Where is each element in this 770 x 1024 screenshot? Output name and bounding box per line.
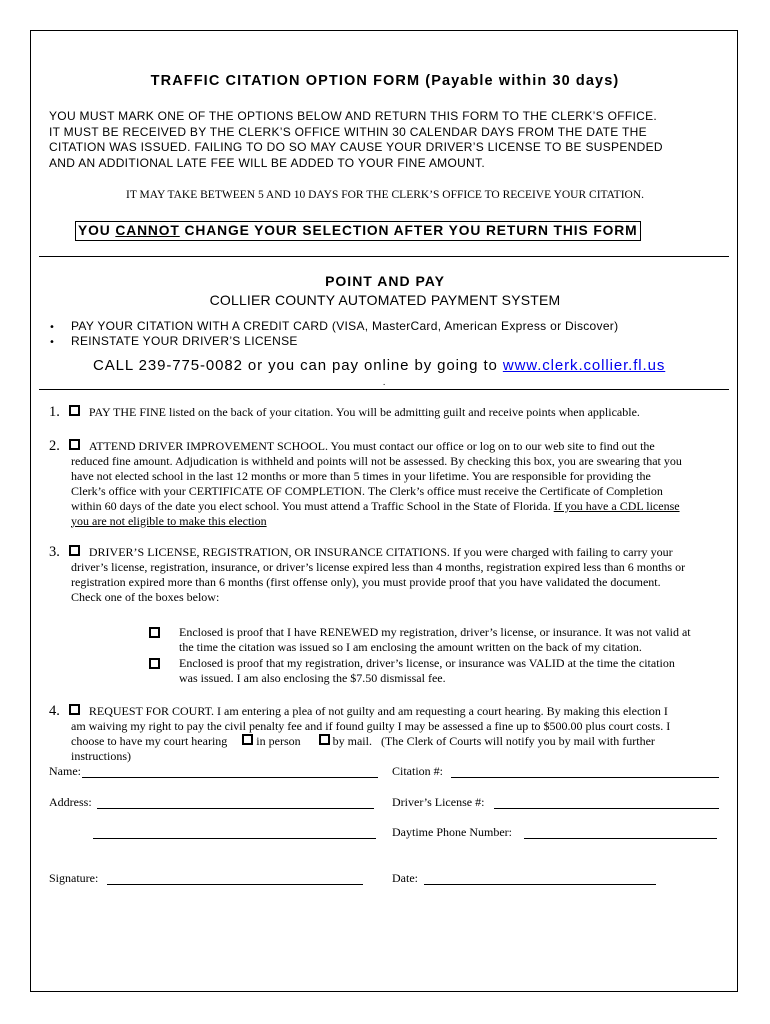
in-person-checkbox[interactable] <box>242 734 253 745</box>
date-label: Date: <box>392 871 418 885</box>
call-line: CALL 239-775-0082 or you can pay online by going to www.clerk.collier.fl.us <box>93 357 666 374</box>
option-2-checkbox[interactable] <box>69 439 80 450</box>
option-3b: Enclosed is proof that my registration, driver’s license, or insurance was VALID at the time the citation was issued. I am also enclosing the $7.50 dismissal fee. <box>149 656 675 686</box>
cdl-notice: you are not eligible to make this election <box>71 513 267 528</box>
citation-label: Citation #: <box>392 764 443 778</box>
drivers-license-field[interactable] <box>494 808 719 809</box>
option-number: 4. <box>49 703 60 719</box>
option-3a: Enclosed is proof that I have RENEWED my registration, driver’s license, or insurance. It was not valid at the time the citation was issued so I am enclosing the amount written on the back of my citation. <box>149 625 691 655</box>
point-and-pay-heading: POINT AND PAY <box>325 273 445 289</box>
warning-post: CHANGE YOUR SELECTION AFTER YOU RETURN THIS FORM <box>179 223 638 238</box>
by-mail-checkbox[interactable] <box>319 734 330 745</box>
bullet-item: • REINSTATE YOUR DRIVER’S LICENSE <box>49 334 298 348</box>
address-field-line-2[interactable] <box>93 838 376 839</box>
name-label: Name: <box>49 764 81 778</box>
bullet-item: • PAY YOUR CITATION WITH A CREDIT CARD (VISA, MasterCard, American Express or Discover) <box>49 319 619 333</box>
divider <box>39 389 729 390</box>
option-1-checkbox[interactable] <box>69 405 80 416</box>
date-field[interactable] <box>424 884 656 885</box>
option-3: 3. DRIVER’S LICENSE, REGISTRATION, OR INSURANCE CITATIONS. If you were charged with failing to carry your driver’s license, registration, insurance, or driver’s license expired less than 4 months, registration expired less than 6 months or registration expired more than 6 months (first offense only), you must provide proof that you have validated the document. Check one of the boxes below: <box>49 544 686 604</box>
option-2: 2. ATTEND DRIVER IMPROVEMENT SCHOOL. You must contact our office or log on to our web site to find out the reduced fine amount. Adjudication is withheld and points will not be assessed. By checking this box, you are swearing that you have not elected school in the last 12 months or more than 5 times in your lifetime. You are responsible for providing the Clerk’s office with your CERTIFICATE OF COMPLETION. The Clerk’s office must receive the Certificate of Completion within 60 days of the date you elect school. You must attend a Traffic School in the State of Florida. If you have a CDL license you are not eligible to make this election <box>49 438 682 528</box>
renewed-proof-checkbox[interactable] <box>149 627 160 638</box>
warning-box <box>75 221 641 241</box>
option-4-checkbox[interactable] <box>69 704 80 715</box>
bullet-dot: • <box>49 337 56 348</box>
address-label: Address: <box>49 795 92 809</box>
clerk-website-link[interactable]: www.clerk.collier.fl.us <box>502 357 666 374</box>
signature-label: Signature: <box>49 871 99 885</box>
citation-field[interactable] <box>451 777 719 778</box>
processing-note: IT MAY TAKE BETWEEN 5 AND 10 DAYS FOR THE CLERK’S OFFICE TO RECEIVE YOUR CITATION. <box>125 189 645 201</box>
option-3-checkbox[interactable] <box>69 545 80 556</box>
payment-system-subheading: COLLIER COUNTY AUTOMATED PAYMENT SYSTEM <box>209 292 561 308</box>
warning-cannot: CANNOT <box>115 223 180 238</box>
signature-field[interactable] <box>107 884 363 885</box>
warning-pre: YOU <box>78 223 116 238</box>
intro-line: CITATION WAS ISSUED. FAILING TO DO SO MAY CAUSE YOUR DRIVER’S LICENSE TO BE SUSPENDED <box>49 140 663 155</box>
name-field[interactable] <box>82 777 378 778</box>
intro-line: YOU MUST MARK ONE OF THE OPTIONS BELOW AND RETURN THIS FORM TO THE CLERK’S OFFICE. <box>49 109 658 123</box>
option-number: 3. <box>49 544 60 560</box>
option-number: 2. <box>49 438 60 454</box>
daytime-phone-label: Daytime Phone Number: <box>392 825 512 839</box>
daytime-phone-field[interactable] <box>524 838 717 839</box>
valid-proof-checkbox[interactable] <box>149 658 160 669</box>
address-field[interactable] <box>97 808 374 809</box>
form-page <box>30 30 738 992</box>
small-dot: . <box>383 377 386 387</box>
option-4: 4. REQUEST FOR COURT. I am entering a plea of not guilty and am requesting a court hearing. By making this election I am waiving my right to pay the civil penalty fee and if found guilty I may be assessed a fine up to $500.00 plus court costs. I choose to have my court hearing in person by mail. (The Clerk of Courts will notify you by mail with further instructions) <box>49 703 671 763</box>
bullet-dot: • <box>49 322 56 333</box>
drivers-license-label: Driver’s License #: <box>392 795 485 809</box>
intro-line: AND AN ADDITIONAL LATE FEE WILL BE ADDED TO YOUR FINE AMOUNT. <box>49 156 485 171</box>
divider <box>39 256 729 257</box>
option-1: 1. PAY THE FINE listed on the back of your citation. You will be admitting guilt and receive points when applicable. <box>49 404 640 420</box>
option-number: 1. <box>49 404 60 420</box>
intro-paragraph <box>49 109 729 172</box>
form-title: TRAFFIC CITATION OPTION FORM (Payable within 30 days) <box>150 73 620 89</box>
intro-line: IT MUST BE RECEIVED BY THE CLERK’S OFFICE WITHIN 30 CALENDAR DAYS FROM THE DATE THE <box>49 124 647 139</box>
cdl-notice: If you have a CDL license <box>553 498 680 513</box>
